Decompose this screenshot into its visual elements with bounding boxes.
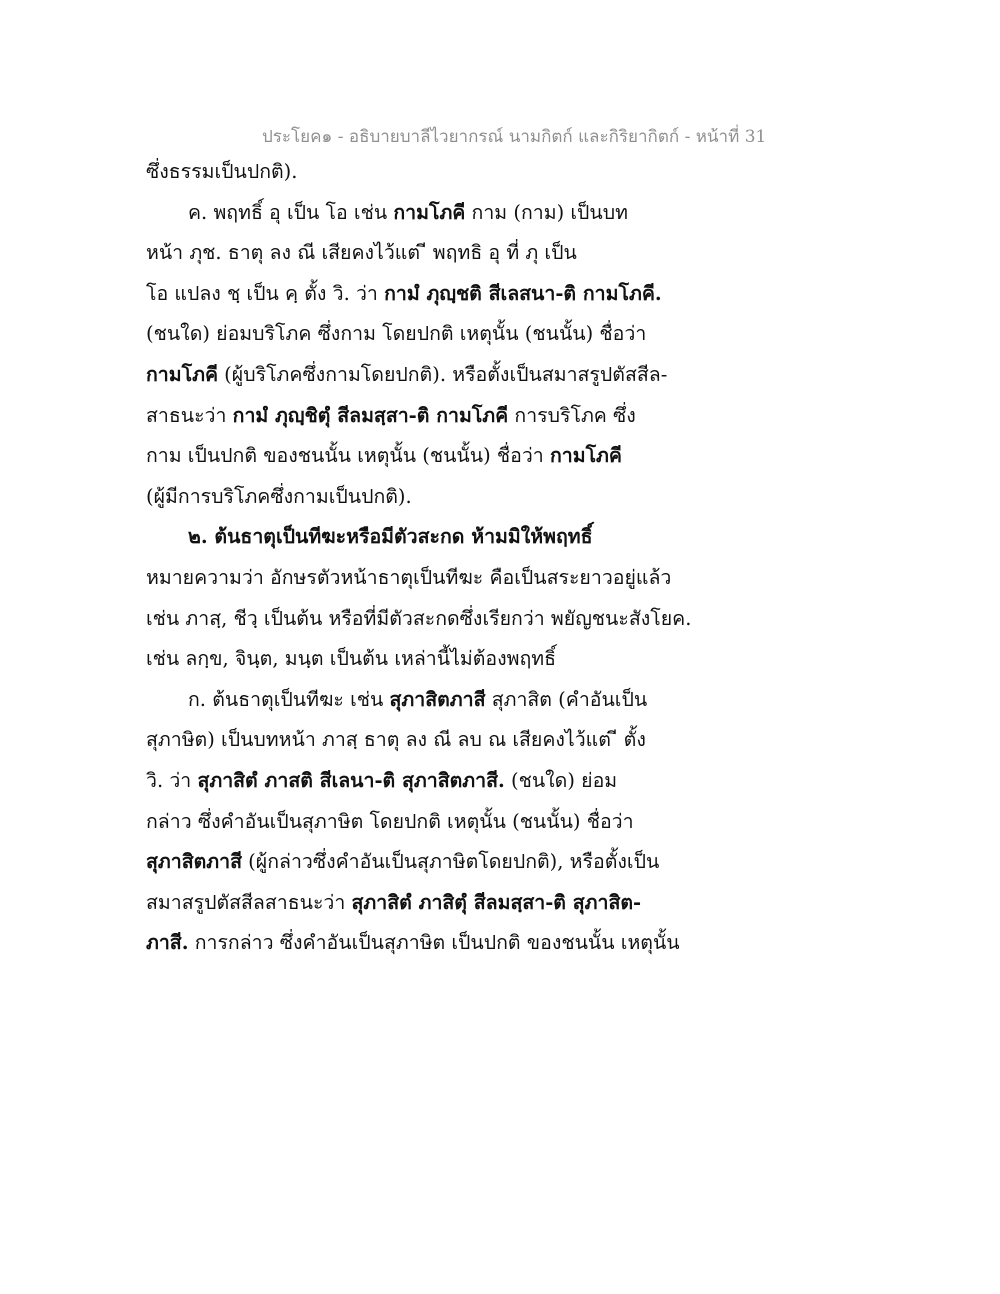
bold-term: กามํ ภุญฺชิตุํ สีลมสฺสา-ติ กามโภคี — [232, 403, 509, 427]
bold-term: สุภาสิตํ ภาสติ สีเลนา-ติ สุภาสิตภาสี. — [197, 768, 505, 792]
text-span: สุภาสิต (คำอันเป็น — [485, 687, 648, 711]
text-span: (ชนใด) ย่อมบริโภค ซึ่งกาม โดยปกติ เหตุนั้น (ชนนั้น) ชื่อว่า — [146, 322, 647, 346]
text-span: เช่น ภาสฺ, ชีวฺ เป็นต้น หรือที่มีตัวสะกดซึ่งเรียกว่า พยัญชนะสังโยค. — [146, 606, 692, 630]
text-span: (ผู้บริโภคซึ่งกามโดยปกติ). หรือตั้งเป็นสมาสรูปตัสสีล- — [217, 362, 668, 386]
text-span: โอ แปลง ชฺ เป็น คฺ ตั้ง วิ. ว่า — [146, 281, 385, 305]
text-line — [146, 274, 846, 315]
text-line — [146, 761, 846, 802]
running-header: ประโยค๑ - อธิบายบาลีไวยากรณ์ นามกิตก์ และกิริยากิตก์ - หน้าที่ 31 — [262, 127, 767, 147]
text-line — [146, 842, 846, 883]
bold-term: กามโภคี — [146, 362, 218, 386]
text-span: (ชนใด) ย่อม — [504, 768, 618, 792]
text-line — [146, 355, 846, 396]
text-span: ซึ่งธรรมเป็นปกติ). — [146, 160, 298, 183]
text-line — [146, 720, 846, 761]
text-line — [146, 883, 846, 924]
bold-term: กามโภคี — [549, 444, 622, 468]
text-span: กาม (กาม) เป็นบท — [465, 200, 628, 224]
text-span: ก. ต้นธาตุเป็นทีฆะ เช่น — [188, 687, 390, 711]
text-line — [146, 477, 846, 518]
text-line — [146, 193, 846, 234]
text-span: การกล่าว ซึ่งคำอันเป็นสุภาษิต เป็นปกติ ของชนนั้น เหตุนั้น — [188, 931, 680, 955]
text-line — [146, 639, 846, 680]
text-span: สาธนะว่า — [146, 403, 233, 427]
text-line — [146, 802, 846, 843]
text-span: ค. พฤทธิ์ อุ เป็น โอ เช่น — [188, 200, 394, 224]
text-span: การบริโภค ซึ่ง — [508, 403, 636, 427]
text-line — [146, 680, 846, 721]
text-line — [146, 517, 846, 558]
text-line — [146, 396, 846, 437]
text-span: กล่าว ซึ่งคำอันเป็นสุภาษิต โดยปกติ เหตุนั้น (ชนนั้น) ชื่อว่า — [146, 809, 634, 833]
bold-term: ภาสี. — [146, 931, 189, 955]
text-span: เช่น ลกฺข, จินฺต, มนฺต เป็นต้น เหล่านี้ไม่ต้องพฤทธิ์ — [146, 647, 557, 671]
bold-term: สุภาสิตํ ภาสิตุํ สีลมสฺสา-ติ สุภาสิต- — [351, 890, 642, 914]
text-line — [146, 152, 846, 193]
text-line — [146, 314, 846, 355]
bold-term: สุภาสิตภาสี — [389, 687, 486, 711]
text-line — [146, 233, 846, 274]
text-line — [146, 558, 846, 599]
text-line — [146, 436, 846, 477]
text-span: (ผู้มีการบริโภคซึ่งกามเป็นปกติ). — [146, 484, 412, 508]
bold-term: สุภาสิตภาสี — [146, 850, 242, 874]
text-line — [146, 923, 846, 964]
bold-term: ๒. ต้นธาตุเป็นทีฆะหรือมีตัวสะกด ห้ามมิให้พฤทธิ์ — [188, 525, 593, 549]
text-span: สมาสรูปตัสสีลสาธนะว่า — [146, 890, 352, 914]
body-text — [146, 152, 846, 964]
text-span: กาม เป็นปกติ ของชนนั้น เหตุนั้น (ชนนั้น) ชื่อว่า — [146, 444, 550, 468]
text-span: วิ. ว่า — [146, 768, 198, 792]
text-span: หมายความว่า อักษรตัวหน้าธาตุเป็นทีฆะ คือเป็นสระยาวอยู่แล้ว — [146, 565, 672, 589]
bold-term: กามโภคี — [393, 200, 466, 224]
text-span: สุภาษิต) เป็นบทหน้า ภาสฺ ธาตุ ลง ณี ลบ ณ เสียคงไว้แต่ ี ตั้ง — [146, 728, 646, 752]
text-span: หน้า ภุช. ธาตุ ลง ณี เสียคงไว้แต่ ี พฤทธิ อุ ที่ ภุ เป็น — [146, 241, 577, 265]
bold-term: กามํ ภุญฺชติ สีเลสนา-ติ กามโภคี. — [384, 281, 662, 305]
text-span: (ผู้กล่าวซึ่งคำอันเป็นสุภาษิตโดยปกติ), หรือตั้งเป็น — [241, 850, 660, 874]
text-line — [146, 599, 846, 640]
